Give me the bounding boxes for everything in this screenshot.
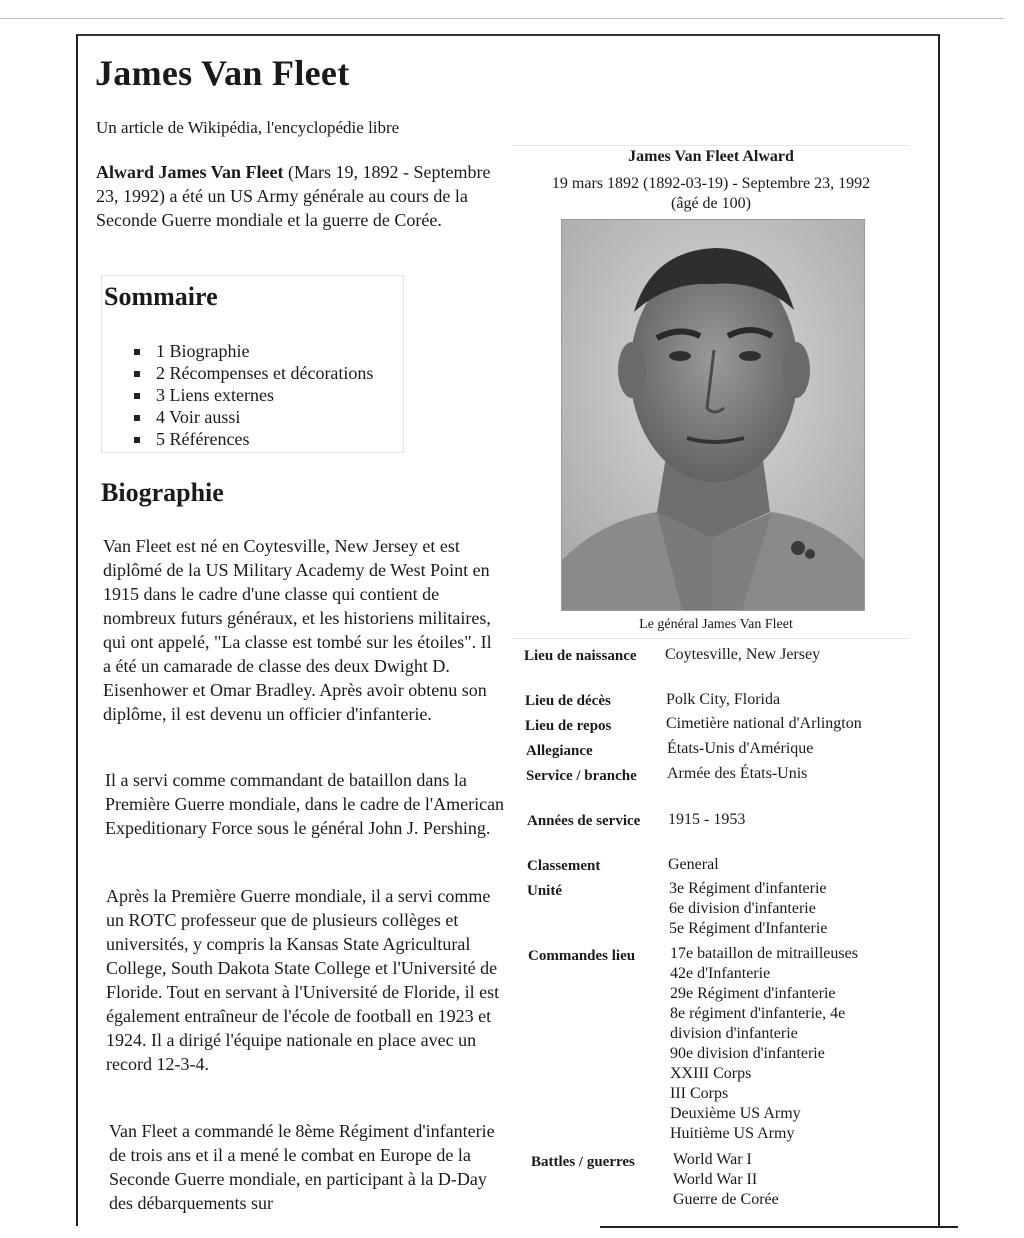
infobox-separator: [512, 638, 910, 639]
toc-item[interactable]: [132, 428, 373, 450]
infobox-value-unit: 3e Régiment d'infanterie 6e division d'infanterie 5e Régiment d'Infanterie: [669, 880, 828, 937]
portrait-caption: Le général James Van Fleet: [639, 617, 793, 632]
toc-link-recompenses[interactable]: 2 Récompenses et décorations: [156, 363, 374, 383]
toc-link-liens-externes[interactable]: 3 Liens externes: [156, 385, 274, 405]
infobox-label-birthplace: Lieu de naissance: [524, 648, 637, 664]
infobox-label-years-of-service: Années de service: [527, 813, 641, 829]
intro-subject-name: Alward James Van Fleet: [96, 162, 284, 182]
intro-text: (Mars 19, 1892 - Septembre 23, 1992) a été un US Army générale au cours de la Seconde Guerre mondiale et la guerre de Corée.: [96, 162, 491, 230]
toc-item[interactable]: [132, 340, 373, 362]
infobox-value-battles: World War I World War II Guerre de Corée: [673, 1151, 779, 1208]
infobox-value-years-of-service: 1915 - 1953: [668, 811, 746, 828]
infobox-value-deathplace: Polk City, Florida: [666, 691, 781, 708]
table-of-contents: [101, 275, 404, 453]
infobox-label-branch: Service / branche: [526, 768, 637, 784]
infobox-dates: [512, 174, 910, 214]
infobox-value-birthplace: Coytesville, New Jersey: [665, 646, 821, 663]
toc-heading: Sommaire: [104, 282, 218, 311]
infobox-label-battles: Battles / guerres: [531, 1154, 635, 1170]
biography-paragraph: Il a servi comme commandant de bataillon dans la Première Guerre mondiale, dans le cadre de l'American Expeditionary Force sous le général John J. Pershing.: [105, 770, 505, 838]
toc-link-voir-aussi[interactable]: 4 Voir aussi: [156, 407, 241, 427]
infobox-top-border: [512, 145, 910, 146]
infobox-label-unit: Unité: [527, 883, 562, 899]
infobox-value-resting-place: Cimetière national d'Arlington: [666, 715, 862, 732]
infobox-label-allegiance: Allegiance: [526, 743, 593, 759]
infobox-dates-line: 19 mars 1892 (1892-03-19) - Septembre 23, 1992: [551, 175, 871, 192]
biography-paragraph: Après la Première Guerre mondiale, il a servi comme un ROTC professeur que de plusieurs collèges et universités, y compris la Kansas State Agricultural College, South Dakota State College et l'Université de Floride. Tout en servant à l'Université de Floride, il est également entraîneur de l'école de football en 1923 et 1924. Il a dirigé l'équipe nationale en place avec un record 12-3-4.: [106, 886, 500, 1074]
infobox-label-commands: Commandes lieu: [528, 948, 636, 964]
biography-paragraph: Van Fleet a commandé le 8ème Régiment d'infanterie de trois ans et il a mené le combat en Europe de la Seconde Guerre mondiale, en participant à la D-Day des débarquements sur: [109, 1121, 495, 1213]
portrait-drawing: [562, 220, 864, 610]
infobox-age: (âgé de 100): [671, 195, 751, 212]
biography-paragraph: Van Fleet est né en Coytesville, New Jersey et est diplômé de la US Military Academy de West Point en 1915 dans le cadre d'une classe qui contient de nombreux futurs généraux, et les historiens militaires, qui ont appelé, "La classe est tombé sur les étoiles". Il a été un camarade de classe des deux Dwight D. Eisenhower et Omar Bradley. Après avoir obtenu son diplôme, il est devenu un officier d'infanterie.: [103, 536, 492, 724]
infobox-label-resting-place: Lieu de repos: [525, 718, 612, 734]
toc-link-biographie[interactable]: 1 Biographie: [156, 341, 250, 361]
intro-paragraph: [96, 160, 496, 232]
scan-edge-line: [0, 18, 1004, 19]
portrait-photo: [561, 219, 865, 611]
article-subtitle: Un article de Wikipédia, l'encyclopédie libre: [96, 118, 400, 137]
article-title: James Van Fleet: [95, 53, 350, 93]
toc-link-references[interactable]: 5 Références: [156, 429, 250, 449]
infobox-label-rank: Classement: [527, 858, 601, 874]
infobox-value-commands: 17e bataillon de mitrailleuses 42e d'Infanterie 29e Régiment d'infanterie 8e régiment d'infanterie, 4e division d'infanterie 90e division d'infanterie XXIII Corps III Corps Deuxième US Army Huitième US Army: [670, 945, 858, 1142]
page-border-bottom: [600, 1226, 958, 1228]
infobox-value-rank: General: [668, 856, 719, 873]
infobox-value-branch: Armée des États-Unis: [667, 765, 808, 782]
toc-item[interactable]: [132, 406, 373, 428]
infobox-value-allegiance: États-Unis d'Amérique: [667, 740, 814, 757]
toc-item[interactable]: [132, 362, 373, 384]
toc-item[interactable]: [132, 384, 373, 406]
infobox-label-deathplace: Lieu de décès: [525, 693, 611, 709]
toc-list: [132, 340, 373, 450]
section-heading-biographie: Biographie: [101, 478, 224, 507]
infobox-name: James Van Fleet Alward: [628, 148, 794, 165]
